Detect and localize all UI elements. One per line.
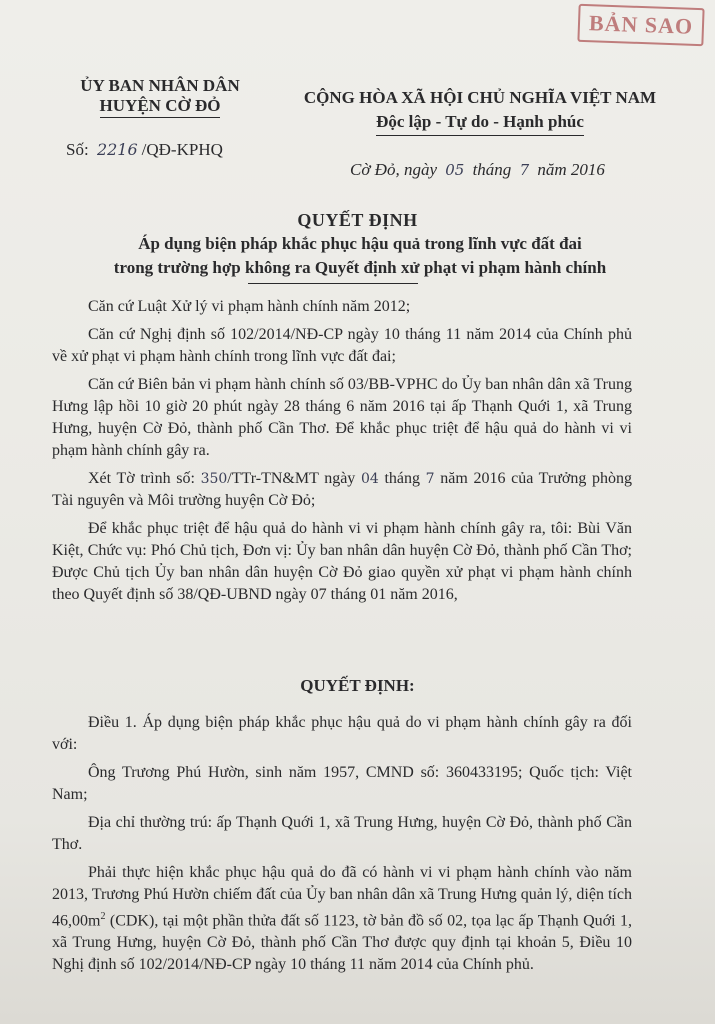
document-subtitle xyxy=(40,232,680,280)
subtitle-line-2: trong trường hợp không ra Quyết định xử phạt vi phạm hành chính xyxy=(113,258,607,277)
p4-text-c: tháng xyxy=(384,470,420,487)
p4-hand-day: 04 xyxy=(360,471,379,487)
national-motto: Độc lập - Tự do - Hạnh phúc xyxy=(376,110,584,136)
decision-articles xyxy=(52,712,632,982)
basis-paragraph-3: Căn cứ Biên bản vi phạm hành chính số 03/BB-VPHC do Ủy ban nhân dân xã Trung Hưng lập hồi 10 giờ 20 phút ngày 28 tháng 6 năm 2016 tại ấp Thạnh Quới 1, xã Trung Hưng, huyện Cờ Đỏ, thành phố Cần Thơ. Để khắc phục triệt để hậu quả do hành vi vi phạm hành chính gây ra. xyxy=(52,376,632,459)
date-suffix: năm 2016 xyxy=(537,160,605,179)
agency-line-1: ỦY BAN NHÂN DÂN xyxy=(80,76,240,95)
remedy-text-a: Phải thực hiện khắc phục hậu quả do đã có hành vi vi phạm hành chính vào năm 2013, Trương Phú Hườn chiếm đất của Ủy ban nhân dân xã Trung Hưng quản lý, diện tích 46,00m xyxy=(52,864,632,930)
remedy-text-b: (CDK), tại một phần thửa đất số 1123, tờ bản đồ số 02, tọa lạc ấp Thạnh Quới 1, xã Trung Hưng, huyện Cờ Đỏ, thành phố Cần Thơ được quy định tại khoản 5, Điều 10 Nghị định số 102/2014/NĐ-CP ngày 10 tháng 11 năm 2014 của Chính phủ. xyxy=(52,912,632,974)
subtitle-line-1: Áp dụng biện pháp khắc phục hậu quả trong lĩnh vực đất đai xyxy=(138,234,582,253)
agency-line-2: HUYỆN CỜ ĐỎ xyxy=(100,96,221,118)
article-1: Điều 1. Áp dụng biện pháp khắc phục hậu quả do vi phạm hành chính gây ra đối với: xyxy=(52,714,632,753)
number-handwritten: 2216 xyxy=(96,140,138,159)
number-suffix: /QĐ-KPHQ xyxy=(141,140,223,159)
national-header xyxy=(280,86,680,136)
p4-hand-number: 350 xyxy=(200,471,228,487)
number-prefix: Số: xyxy=(66,140,89,159)
preamble xyxy=(52,296,632,612)
decision-heading: QUYẾT ĐỊNH: xyxy=(300,676,415,695)
p4-text-d: năm 2016 của Trưởng phòng Tài nguyên và Môi trường huyện Cờ Đỏ; xyxy=(52,470,632,509)
article-1-remedy xyxy=(52,862,632,976)
basis-paragraph-4 xyxy=(52,468,632,512)
basis-paragraph-1: Căn cứ Luật Xử lý vi phạm hành chính năm 2012; xyxy=(88,298,411,315)
document-number xyxy=(66,140,223,160)
copy-stamp: BẢN SAO xyxy=(577,4,704,46)
document-title: QUYẾT ĐỊNH xyxy=(297,210,418,230)
p4-text-a: Xét Tờ trình số: xyxy=(88,470,195,487)
issuing-agency xyxy=(40,76,280,118)
p4-hand-month: 7 xyxy=(425,471,435,487)
date-day: 05 xyxy=(445,161,465,179)
document-date xyxy=(350,160,605,180)
article-1-person: Ông Trương Phú Hườn, sinh năm 1957, CMND số: 360433195; Quốc tịch: Việt Nam; xyxy=(52,764,632,803)
date-mid: tháng xyxy=(472,160,512,179)
article-1-address: Địa chỉ thường trú: ấp Thạnh Quới 1, xã Trung Hưng, huyện Cờ Đỏ, thành phố Cần Thơ. xyxy=(52,814,632,853)
nation-name: CỘNG HÒA XÃ HỘI CHỦ NGHĨA VIỆT NAM xyxy=(303,88,657,107)
p4-text-b: /TTr-TN&MT ngày xyxy=(227,470,356,487)
area-unit-sup: 2 xyxy=(100,911,106,922)
basis-paragraph-5: Để khắc phục triệt để hậu quả do hành vi vi phạm hành chính gây ra, tôi: Bùi Văn Kiệt, Chức vụ: Phó Chủ tịch, Đơn vị: Ủy ban nhân dân huyện Cờ Đỏ, thành phố Cần Thơ; Được Chủ tịch Ủy ban nhân dân huyện Cờ Đỏ giao quyền xử phạt vi phạm hành chính theo Quyết định số 38/QĐ-UBND ngày 07 tháng 01 năm 2016, xyxy=(52,520,632,603)
date-month: 7 xyxy=(519,161,530,179)
basis-paragraph-2: Căn cứ Nghị định số 102/2014/NĐ-CP ngày 10 tháng 11 năm 2014 của Chính phủ về xử phạt vi phạm hành chính trong lĩnh vực đất đai; xyxy=(52,326,632,365)
subtitle-underline xyxy=(248,283,418,284)
date-prefix: Cờ Đỏ, ngày xyxy=(350,160,437,179)
